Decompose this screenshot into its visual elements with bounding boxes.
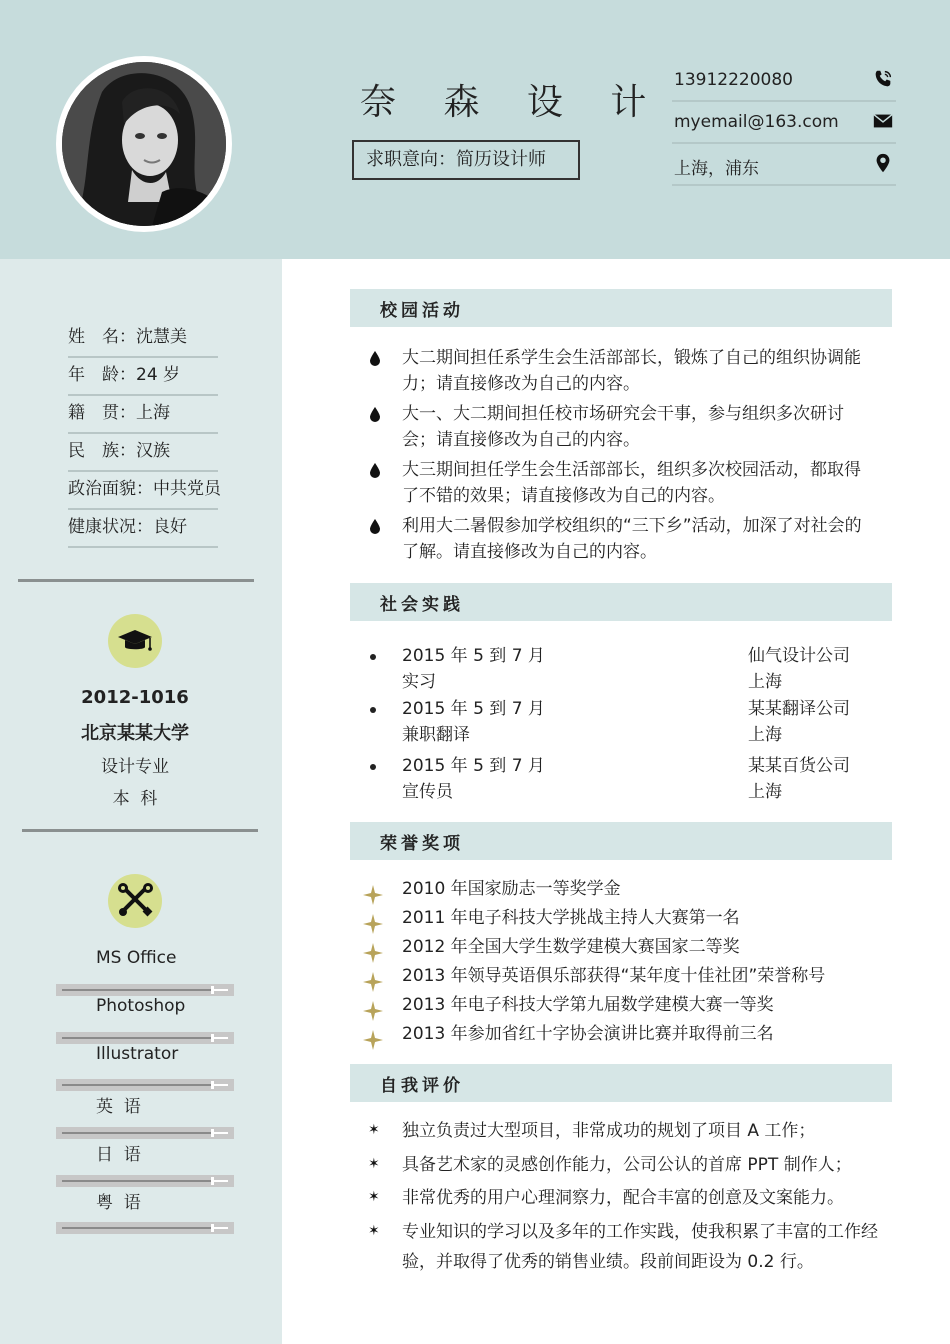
practice-role: 实习 bbox=[402, 672, 436, 692]
skill-knob bbox=[211, 1081, 214, 1089]
sparkle-icon bbox=[362, 913, 384, 935]
skill-label: 英 语 bbox=[96, 1097, 141, 1117]
honor-item: 2011 年电子科技大学挑战主持人大赛第一名 bbox=[402, 908, 740, 928]
list-item: 大二期间担任系学生会生活部部长，锻炼了自己的组织协调能力；请直接修改为自己的内容。 bbox=[402, 348, 861, 394]
self-item: 非常优秀的用户心理洞察力，配合丰富的创意及文案能力。 bbox=[402, 1188, 844, 1208]
practice-date: 2015 年 5 到 7 月 bbox=[402, 699, 545, 719]
skill-bar bbox=[56, 1175, 234, 1187]
section-header-honors bbox=[350, 822, 892, 858]
list-item: 利用大二暑假参加学校组织的“三下乡”活动，加深了对社会的了解。请直接修改为自己的内容。 bbox=[402, 516, 862, 562]
practice-company: 某某翻译公司 bbox=[748, 699, 850, 719]
droplet-icon bbox=[368, 462, 382, 478]
bullet-dot bbox=[370, 707, 376, 713]
education-degree: 本 科 bbox=[112, 789, 158, 809]
skill-bar bbox=[56, 1127, 234, 1139]
education-period: 2012-1016 bbox=[81, 687, 189, 708]
skill-fill bbox=[62, 1180, 211, 1182]
portrait-image bbox=[62, 62, 226, 226]
skill-fill bbox=[62, 1132, 211, 1134]
skill-fill bbox=[62, 1227, 211, 1229]
section-header-practice bbox=[350, 583, 892, 619]
info-health: 健康状况：良好 bbox=[68, 510, 218, 548]
mail-icon bbox=[872, 110, 894, 132]
star-bullet-icon: ✶ bbox=[368, 1156, 380, 1172]
honor-item: 2010 年国家励志一等奖学金 bbox=[402, 879, 621, 899]
self-item: 具备艺术家的灵感创作能力，公司公认的首席 PPT 制作人； bbox=[402, 1155, 852, 1175]
graduation-cap-icon bbox=[108, 614, 162, 668]
sparkle-icon bbox=[362, 1000, 384, 1022]
divider bbox=[18, 579, 254, 582]
practice-company: 仙气设计公司 bbox=[748, 646, 850, 666]
info-hometown: 籍 贯：上海 bbox=[68, 396, 218, 434]
section-rule bbox=[350, 325, 892, 327]
skill-bar bbox=[56, 1079, 234, 1091]
list-item: 大一、大二期间担任校市场研究会干事，参与组织多次研讨会；请直接修改为自己的内容。 bbox=[402, 404, 844, 450]
info-age: 年 龄：24 岁 bbox=[68, 358, 218, 396]
section-title: 荣誉奖项 bbox=[380, 834, 464, 854]
skill-knob bbox=[211, 1224, 214, 1232]
honor-item: 2013 年领导英语俱乐部获得“某年度十佳社团”荣誉称号 bbox=[402, 966, 826, 986]
skill-bar bbox=[56, 1222, 234, 1234]
sparkle-icon bbox=[362, 884, 384, 906]
contact-location bbox=[672, 144, 896, 186]
section-rule bbox=[350, 858, 892, 860]
practice-city: 上海 bbox=[748, 672, 782, 692]
skill-knob bbox=[211, 1034, 214, 1042]
skill-bar bbox=[56, 984, 234, 996]
practice-city: 上海 bbox=[748, 782, 782, 802]
section-title: 校园活动 bbox=[380, 301, 464, 321]
skill-fill bbox=[62, 989, 211, 991]
education-icon-circle bbox=[108, 614, 162, 668]
section-rule bbox=[350, 619, 892, 621]
section-title: 社会实践 bbox=[380, 595, 464, 615]
honor-item: 2013 年参加省红十字协会演讲比赛并取得前三名 bbox=[402, 1024, 774, 1044]
sparkle-icon bbox=[362, 971, 384, 993]
self-item: 专业知识的学习以及多年的工作实践，使我积累了丰富的工作经验，并取得了优秀的销售业绩。段前间距设为 0.2 行。 bbox=[402, 1222, 878, 1272]
skill-label: 日 语 bbox=[96, 1145, 141, 1165]
avatar bbox=[62, 62, 226, 226]
sparkle-icon bbox=[362, 942, 384, 964]
section-rule bbox=[350, 1100, 892, 1102]
info-political: 政治面貌：中共党员 bbox=[68, 472, 218, 510]
divider bbox=[22, 829, 258, 832]
phone-text[interactable]: 13912220080 bbox=[674, 70, 793, 90]
contact-email bbox=[672, 102, 896, 144]
skill-fill bbox=[62, 1037, 211, 1039]
practice-date: 2015 年 5 到 7 月 bbox=[402, 646, 545, 666]
skill-label: Illustrator bbox=[96, 1044, 179, 1064]
bullet-dot bbox=[370, 654, 376, 660]
skill-label: 粤 语 bbox=[96, 1193, 141, 1213]
star-bullet-icon: ✶ bbox=[368, 1223, 380, 1239]
info-ethnicity: 民 族：汉族 bbox=[68, 434, 218, 472]
practice-date: 2015 年 5 到 7 月 bbox=[402, 756, 545, 776]
honor-item: 2012 年全国大学生数学建模大赛国家二等奖 bbox=[402, 937, 740, 957]
practice-city: 上海 bbox=[748, 725, 782, 745]
sparkle-icon bbox=[362, 1029, 384, 1051]
list-item: 大三期间担任学生会生活部部长，组织多次校园活动，都取得了不错的效果；请直接修改为自己的内容。 bbox=[402, 460, 861, 506]
profile-photo bbox=[56, 56, 232, 232]
page-title: 奈 森 设 计 bbox=[360, 82, 665, 123]
self-item: 独立负责过大型项目，非常成功的规划了项目 A 工作； bbox=[402, 1121, 816, 1141]
skill-bar bbox=[56, 1032, 234, 1044]
section-header-self bbox=[350, 1064, 892, 1100]
skills-icon-circle bbox=[108, 874, 162, 928]
location-text: 上海，浦东 bbox=[674, 159, 759, 179]
section-title: 自我评价 bbox=[380, 1076, 464, 1096]
tools-icon bbox=[108, 874, 162, 928]
skill-label: MS Office bbox=[96, 948, 177, 968]
contact-phone bbox=[672, 60, 896, 102]
skill-knob bbox=[211, 1129, 214, 1137]
skill-knob bbox=[211, 1177, 214, 1185]
practice-role: 宣传员 bbox=[402, 782, 453, 802]
skill-knob bbox=[211, 986, 214, 994]
section-header-campus bbox=[350, 289, 892, 325]
star-bullet-icon: ✶ bbox=[368, 1122, 380, 1138]
email-text[interactable]: myemail@163.com bbox=[674, 112, 839, 132]
skill-fill bbox=[62, 1084, 211, 1086]
education-school: 北京某某大学 bbox=[81, 723, 189, 744]
job-objective: 求职意向：简历设计师 bbox=[352, 140, 580, 180]
star-bullet-icon: ✶ bbox=[368, 1189, 380, 1205]
practice-role: 兼职翻译 bbox=[402, 725, 470, 745]
skill-label: Photoshop bbox=[96, 996, 186, 1016]
practice-company: 某某百货公司 bbox=[748, 756, 850, 776]
education-major: 设计专业 bbox=[101, 757, 169, 777]
location-icon bbox=[872, 152, 894, 174]
droplet-icon bbox=[368, 350, 382, 366]
info-name: 姓 名：沈慧美 bbox=[68, 320, 218, 358]
droplet-icon bbox=[368, 406, 382, 422]
bullet-dot bbox=[370, 764, 376, 770]
phone-icon bbox=[872, 68, 894, 90]
honor-item: 2013 年电子科技大学第九届数学建模大赛一等奖 bbox=[402, 995, 774, 1015]
droplet-icon bbox=[368, 518, 382, 534]
